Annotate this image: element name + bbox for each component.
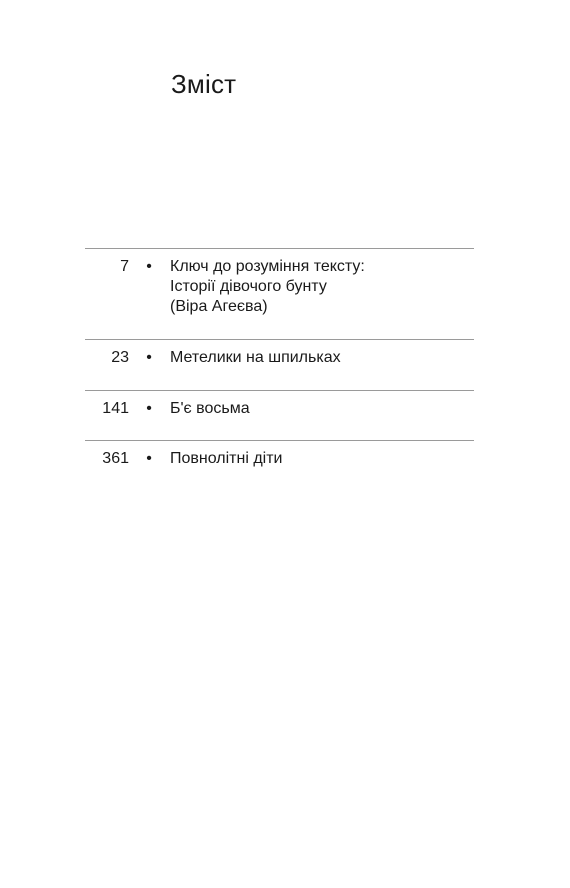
toc-entry-title-line: Б'є восьма [170, 400, 250, 417]
toc-entry-title [169, 340, 341, 368]
toc-page-number: 7 [120, 258, 129, 275]
page-title: Зміст [171, 69, 237, 99]
toc-entry-title-line: Метелики на шпильках [170, 349, 341, 366]
toc-entry [85, 339, 474, 390]
toc-entry-title-line: (Віра Агеєва) [170, 298, 268, 315]
toc-entry-title-line: Ключ до розуміння тексту: [170, 258, 365, 275]
toc-entry-title-line: Повнолітні діти [170, 450, 283, 467]
bullet-icon: • [146, 349, 152, 366]
bullet-icon: • [146, 450, 152, 467]
table-of-contents [85, 248, 474, 481]
toc-entry-title [169, 441, 283, 469]
toc-entry [85, 390, 474, 440]
toc-page-number: 23 [111, 349, 129, 366]
toc-page-number: 361 [102, 450, 129, 467]
toc-page-number: 141 [102, 400, 129, 417]
toc-entry [85, 248, 474, 339]
toc-entry-title [169, 391, 250, 419]
bullet-icon: • [146, 400, 152, 417]
toc-entry [85, 440, 474, 481]
toc-entry-title [169, 249, 365, 317]
toc-entry-title-line: Історії дівочого бунту [170, 278, 327, 295]
bullet-icon: • [146, 258, 152, 275]
